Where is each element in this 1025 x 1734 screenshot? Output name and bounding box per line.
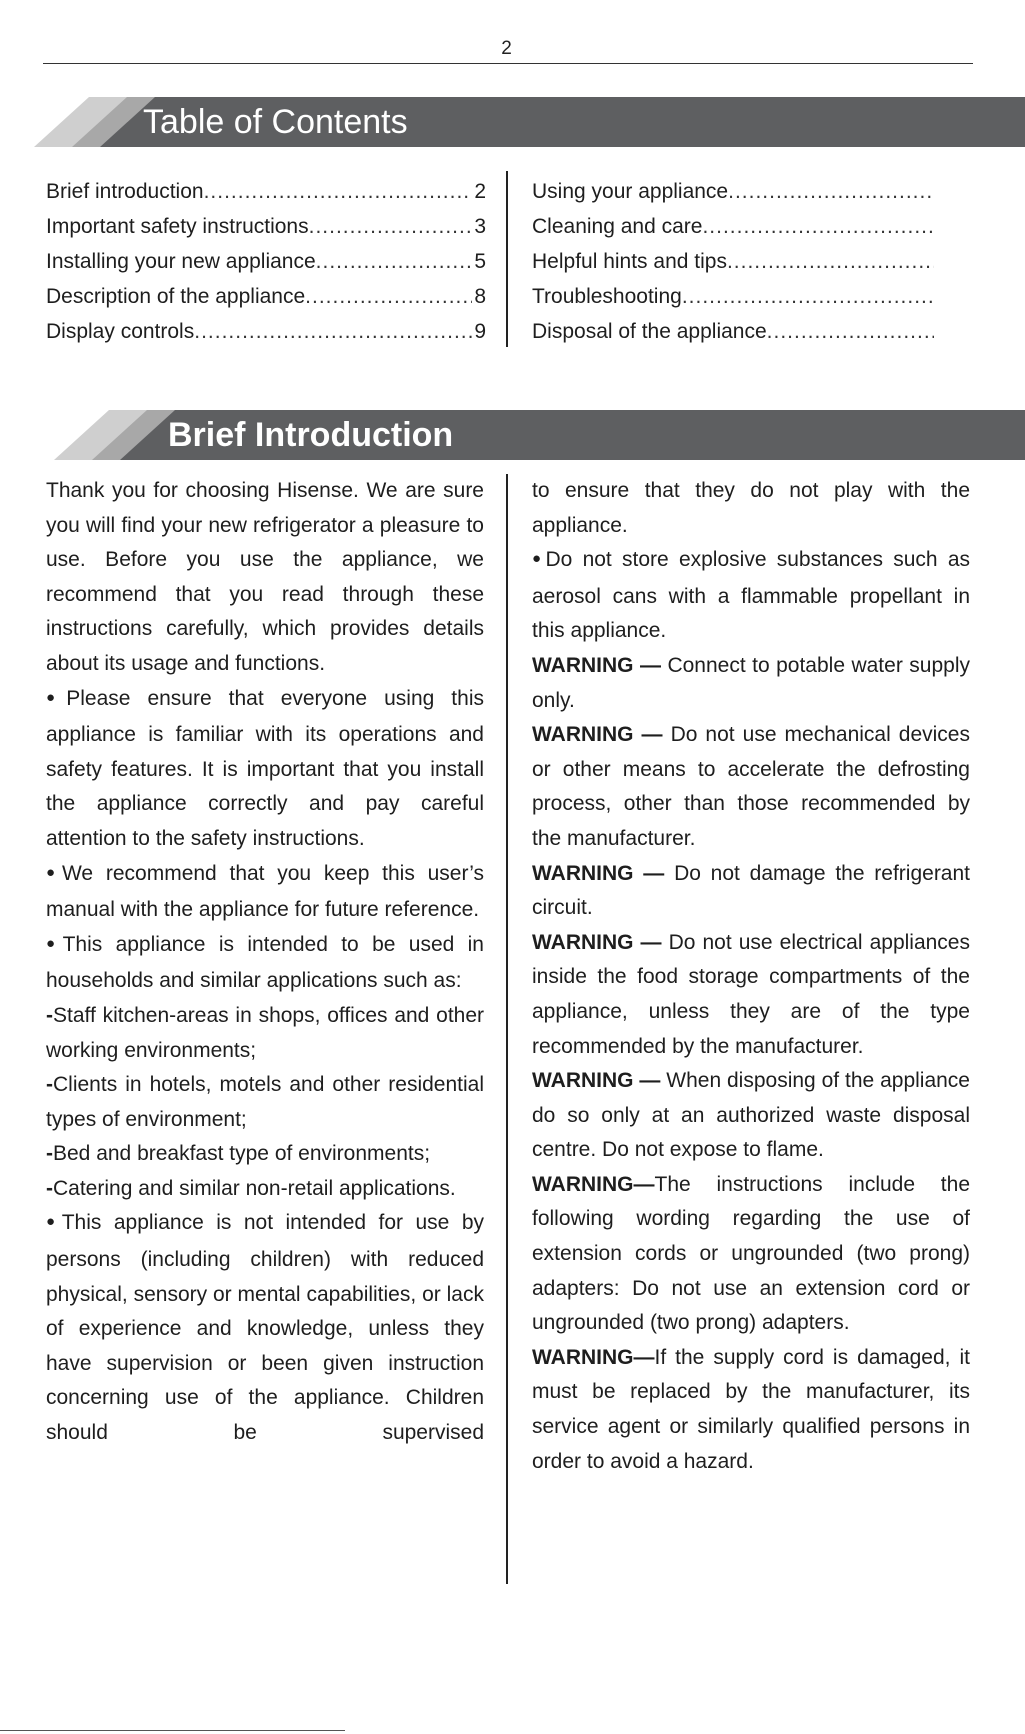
dash-icon: — (633, 1172, 655, 1196)
dash-icon: - (46, 1073, 53, 1097)
dash-icon: — (633, 930, 669, 954)
bullet-item: ●Please ensure that everyone using this appliance is familiar with its operations and safety features. It is important that you install the appliance correctly and pay careful attention to the safety instructions. (46, 686, 484, 850)
dash-item: -Bed and breakfast type of environments; (46, 1142, 431, 1166)
warning-item: WARNING — Do not use mechanical devices or other means to accelerate the defrosting process, other than those recommended by the manufacturer. (532, 723, 970, 850)
warning-item: WARNING—If the supply cord is damaged, it must be replaced by the manufacturer, its service agent or similarly qualified persons in order to avoid a hazard. (532, 1345, 970, 1473)
toc-entry[interactable]: Using your appliance ..... (532, 174, 936, 209)
toc-title: Table of Contents (143, 103, 408, 141)
toc-entry[interactable]: Disposal of the appliance ..... (532, 314, 936, 349)
dash-icon: — (633, 861, 675, 885)
bullet-icon: ● (46, 934, 63, 952)
dash-icon: — (633, 1345, 655, 1369)
toc-entry[interactable]: Display controls ..... 9 (46, 314, 486, 349)
bullet-item: ●We recommend that you keep this user’s manual with the appliance for future reference. (46, 861, 484, 922)
bullet-item: ●This appliance is intended to be used in households and similar applications such as: (46, 932, 484, 993)
dash-item: -Catering and similar non-retail applications. (46, 1176, 456, 1200)
intro-column-divider (506, 474, 508, 1584)
toc-entry[interactable]: Troubleshooting ..... (532, 279, 936, 314)
toc-left-column (46, 174, 486, 349)
toc-entry[interactable]: Brief introduction ..... 2 (46, 174, 486, 209)
intro-paragraph: Thank you for choosing Hisense. We are sure you will find your new refrigerator a pleasure to use. Before you use the appliance, we recommend that you read through these instructions carefully, which provides details about its usage and functions. (46, 479, 484, 675)
bullet-icon: ● (46, 1213, 62, 1231)
dash-icon: - (46, 1176, 53, 1200)
warning-item: WARNING — Connect to potable water supply only. (532, 653, 970, 712)
dash-icon: - (46, 1003, 53, 1027)
dash-item: -Staff kitchen-areas in shops, offices and other working environments; (46, 1003, 484, 1062)
dash-icon: — (633, 1069, 667, 1093)
warning-item: WARNING — When disposing of the appliance do so only at an authorized waste disposal centre. Do not expose to flame. (532, 1069, 970, 1162)
toc-banner (0, 97, 1025, 147)
dash-icon: - (46, 1142, 53, 1166)
toc-entry[interactable]: Helpful hints and tips ..... (532, 244, 936, 279)
bullet-item: ●This appliance is not intended for use by persons (including children) with reduced physical, sensory or mental capabilities, or lack of experience and knowledge, unless they have supervision or been given instruction concerning use of the appliance. Children should be supervised (46, 1211, 485, 1445)
toc-entry[interactable]: Important safety instructions ..... 3 (46, 209, 486, 244)
header-rule (43, 63, 973, 64)
toc-right-column (532, 174, 936, 349)
intro-banner (0, 410, 1025, 460)
warning-item: WARNING—The instructions include the following wording regarding the use of extension cords or ungrounded (two prong) adapters: Do not use an extension cord or ungrounded (two prong) adapters. (532, 1172, 970, 1335)
dash-icon: — (633, 723, 671, 747)
intro-title: Brief Introduction (168, 416, 454, 454)
warning-item: WARNING — Do not damage the refrigerant circuit. (532, 861, 971, 920)
dash-icon: — (633, 653, 668, 677)
intro-right-column (532, 474, 970, 1479)
page-number: 2 (501, 38, 512, 59)
toc-entry[interactable]: Description of the appliance ..... 8 (46, 279, 486, 314)
intro-paragraph: to ensure that they do not play with the appliance. (532, 479, 970, 537)
warning-item: WARNING — Do not use electrical appliances inside the food storage compartments of the appliance, unless they are of the type recommended by the manufacturer. (532, 930, 970, 1058)
intro-left-column (46, 474, 484, 1451)
bullet-item: ●Do not store explosive substances such as aerosol cans with a flammable propellant in this appliance. (532, 548, 971, 643)
toc-entry[interactable]: Cleaning and care ..... (532, 209, 936, 244)
toc-column-divider (506, 171, 508, 347)
footer-rule (0, 1730, 345, 1731)
dash-item: -Clients in hotels, motels and other residential types of environment; (46, 1073, 484, 1131)
bullet-icon: ● (46, 863, 62, 881)
toc-entry[interactable]: Installing your new appliance ..... 5 (46, 244, 486, 279)
bullet-icon: ● (532, 550, 546, 568)
bullet-icon: ● (46, 688, 67, 706)
